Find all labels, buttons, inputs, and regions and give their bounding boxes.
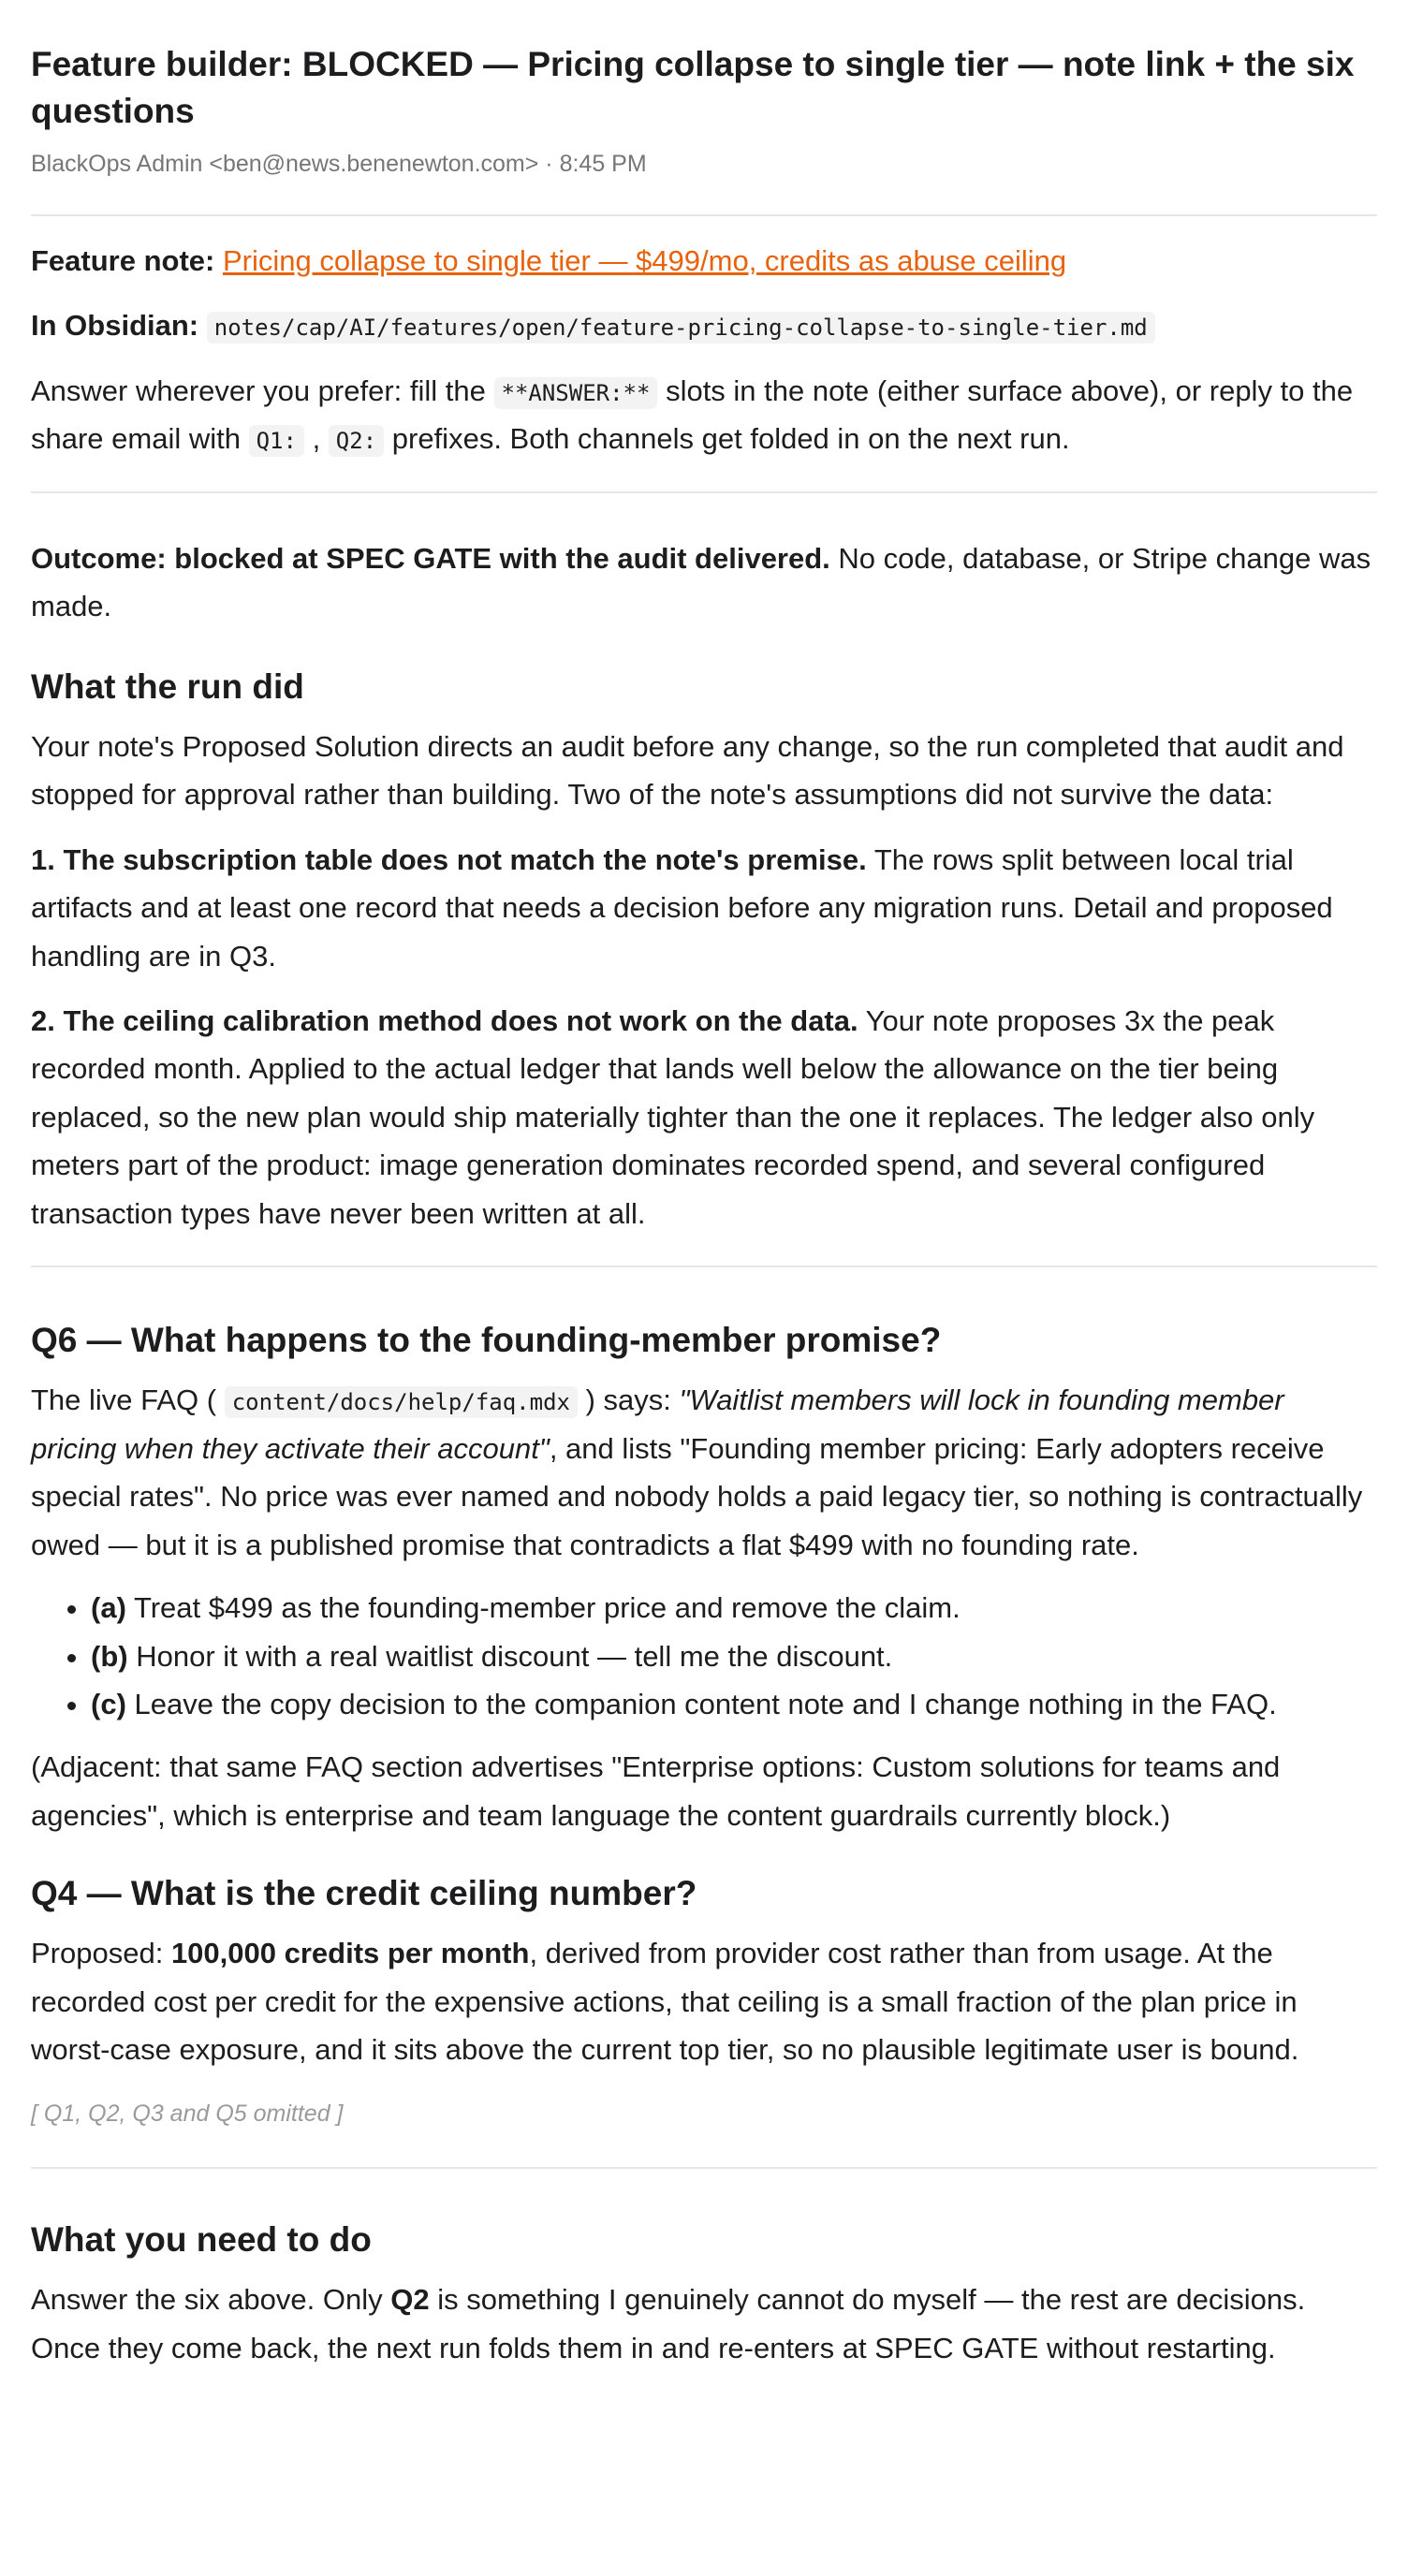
answer-text: ,: [303, 422, 329, 456]
omitted-note: [ Q1, Q2, Q3 and Q5 omitted ]: [31, 2100, 344, 2127]
q6-text: The live FAQ (: [31, 1383, 225, 1417]
todo-text: Answer the six above. Only: [31, 2283, 391, 2317]
answer-text: slots in the note (either surface above), or reply to the share email with: [31, 373, 1354, 456]
divider: [31, 491, 1377, 493]
run-item-1-bold: 1. The subscription table does not match the note's premise.: [31, 842, 867, 876]
feature-note-label: Feature note:: [31, 243, 215, 277]
option-label: (c): [91, 1688, 126, 1721]
faq-quote: "Waitlist members will lock in founding member pricing when they activate their account": [31, 1383, 1284, 1465]
q6-adjacent-note: (Adjacent: that same FAQ section advertises "Enterprise options: Custom solutions for teams and agencies", which is enterprise and team language the content guardrails currently block.): [31, 1750, 1281, 1832]
obsidian-label: In Obsidian:: [31, 309, 199, 343]
feature-note-link[interactable]: Pricing collapse to single tier — $499/mo, credits as abuse ceiling: [222, 243, 1067, 277]
todo-paragraph: [31, 2276, 1377, 2372]
todo-heading: What you need to do: [31, 2220, 372, 2260]
option-label: (b): [91, 1639, 128, 1673]
q4-text: , derived from provider cost rather than from usage. At the recorded cost per credit for the expensive actions, that ceiling is a small fraction of the plan price in worst-case exposure, and it sits above the current top tier, so no plausible legitimate user is bound.: [31, 1937, 1299, 2067]
email-time: 8:45 PM: [559, 150, 647, 177]
run-item-1: [31, 836, 1377, 980]
run-item-2-bold: 2. The ceiling calibration method does not work on the data.: [31, 1003, 858, 1037]
run-heading: What the run did: [31, 666, 304, 706]
q6-paragraph: [31, 1376, 1377, 1569]
outcome-paragraph: [31, 534, 1377, 631]
email-meta: [31, 148, 1377, 181]
meta-separator: ·: [538, 150, 560, 177]
q6-text: ) says:: [577, 1383, 680, 1417]
q6-option-b: [91, 1632, 1377, 1680]
q1-prefix-code: Q1:: [249, 425, 304, 457]
q4-paragraph: [31, 1929, 1377, 2073]
outcome-bold: Outcome: blocked at SPEC GATE with the audit delivered.: [31, 541, 830, 575]
todo-bold: Q2: [390, 2283, 430, 2317]
divider: [31, 214, 1377, 216]
run-item-1-text: The rows split between local trial artifacts and at least one record that needs a decision before any migration runs. Detail and proposed handling are in Q3.: [31, 842, 1333, 973]
option-text: Honor it with a real waitlist discount — tell me the discount.: [127, 1639, 893, 1673]
todo-text: is something I genuinely cannot do myself — the rest are decisions. Once they come back, the next run folds them in and re-enters at SPEC GATE without restarting.: [31, 2283, 1306, 2364]
outcome-text: No code, database, or Stripe change was made.: [31, 541, 1371, 623]
q4-bold: 100,000 credits per month: [170, 1937, 530, 1970]
run-item-2: [31, 997, 1377, 1237]
option-text: Leave the copy decision to the companion content note and I change nothing in the FAQ.: [125, 1688, 1277, 1721]
q4-heading: Q4 — What is the credit ceiling number?: [31, 1874, 697, 1913]
q6-heading: Q6 — What happens to the founding-member promise?: [31, 1321, 942, 1360]
divider: [31, 1266, 1377, 1267]
run-intro: Your note's Proposed Solution directs an audit before any change, so the run completed that audit and stopped for approval rather than building. Two of the note's assumptions did not survive the data:: [31, 729, 1344, 812]
obsidian-path[interactable]: notes/cap/AI/features/open/feature-pricing-collapse-to-single-tier.md: [207, 312, 1155, 344]
answer-slot-code: **ANSWER:**: [494, 377, 658, 409]
run-item-2-text: Your note proposes 3x the peak recorded month. Applied to the actual ledger that lands well below the allowance on the tier being replaced, so the new plan would ship materially tighter than the one it replaces. The ledger also only meters part of the product: image generation dominates recorded spend, and several configured transaction types have never been written at all.: [31, 1003, 1315, 1230]
q2-prefix-code: Q2:: [329, 425, 384, 457]
email-subject: Feature builder: BLOCKED — Pricing collapse to single tier — note link + the six questions: [31, 45, 1355, 130]
q6-options: [31, 1584, 1377, 1728]
q6-text: , and lists "Founding member pricing: Early adopters receive special rates". No price was ever named and nobody holds a paid legacy tier, so nothing is contractually owed — but it is a published promise that contradicts a flat $499 with no founding rate.: [31, 1431, 1363, 1561]
feature-note-line: [31, 237, 1377, 285]
answer-text: prefixes. Both channels get folded in on the next run.: [384, 422, 1070, 456]
divider: [31, 2167, 1377, 2169]
option-text: Treat $499 as the founding-member price and remove the claim.: [125, 1591, 961, 1625]
option-label: (a): [91, 1591, 126, 1625]
q4-text: Proposed:: [31, 1937, 171, 1970]
answer-text: Answer wherever you prefer: fill the: [31, 373, 494, 407]
email-sender[interactable]: BlackOps Admin <ben@news.benenewton.com>: [31, 150, 539, 177]
q6-option-c: [91, 1680, 1377, 1728]
answer-instructions: [31, 367, 1377, 463]
obsidian-line: [31, 301, 1377, 349]
faq-path-code: content/docs/help/faq.mdx: [225, 1386, 578, 1418]
q6-option-a: [91, 1584, 1377, 1632]
